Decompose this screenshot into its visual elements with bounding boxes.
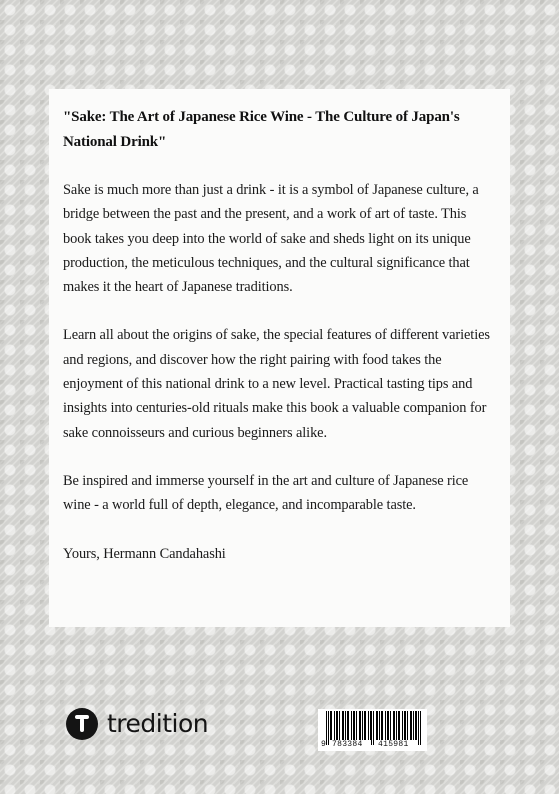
isbn-barcode bbox=[318, 709, 427, 751]
publisher-name: tredition bbox=[107, 709, 209, 738]
description-paragraph-1: Sake is much more than just a drink - it is a symbol of Japanese culture, a bridge between the past and the present, and a work of art of taste. This book takes you deep into the world of sake and sheds light on its unique production, the meticulous techniques, and the cultural significance that makes it the heart of Japanese traditions. bbox=[63, 182, 479, 296]
barcode-digits bbox=[321, 740, 423, 750]
author-signature: Yours, Hermann Candahashi bbox=[63, 545, 226, 562]
description-paragraph-3: Be inspired and immerse yourself in the art and culture of Japanese rice wine - a world full of depth, elegance, and incomparable taste. bbox=[63, 472, 469, 514]
barcode-right-digits: 415981 bbox=[378, 740, 409, 749]
barcode-first-digit: 9 bbox=[321, 740, 326, 749]
publisher-logo bbox=[66, 707, 208, 741]
closing-block bbox=[63, 469, 496, 566]
barcode-left-digits: 783384 bbox=[332, 740, 363, 749]
description-paragraph-2: Learn all about the origins of sake, the special features of different varieties and regions, and discover how the right pairing with food takes the enjoyment of this national drink to a new level. Practical tasting tips and insights into centuries-old rituals make this book a valuable companion for sake connoisseurs and curious beginners alike. bbox=[63, 327, 490, 441]
tredition-logo-icon bbox=[66, 708, 98, 740]
description-panel bbox=[49, 89, 510, 627]
book-title: "Sake: The Art of Japanese Rice Wine - The Culture of Japan's National Drink" bbox=[63, 109, 460, 150]
